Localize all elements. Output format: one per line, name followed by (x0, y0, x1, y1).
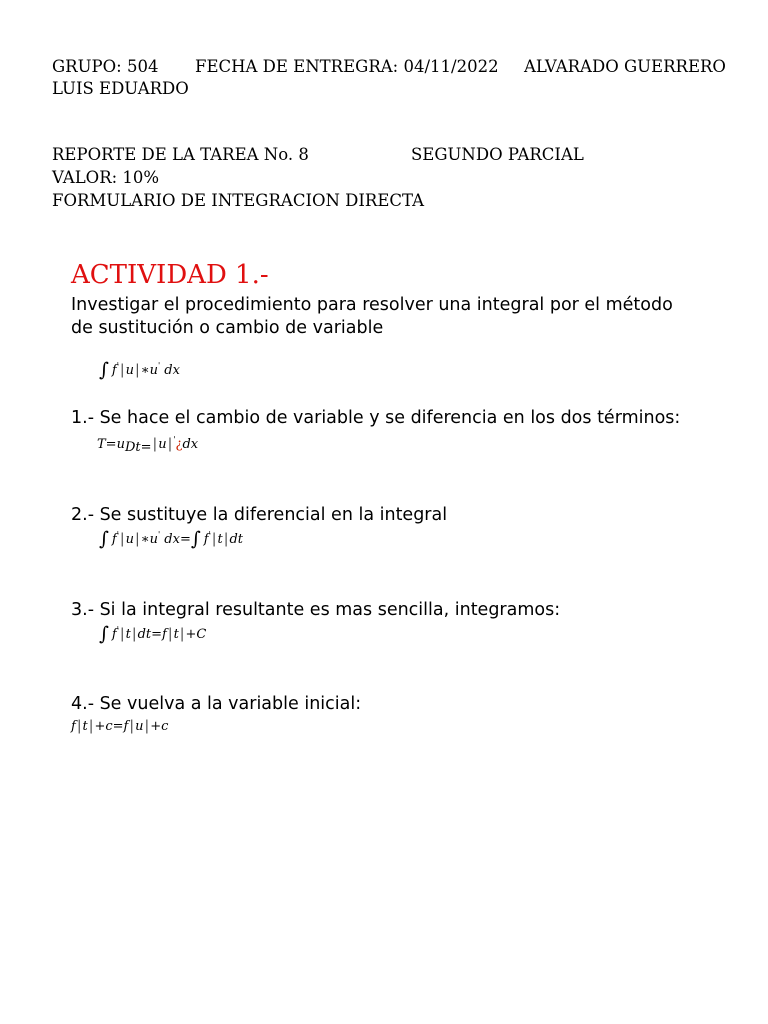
fn-f: f (203, 532, 209, 547)
header-grupo: GRUPO: 504 (52, 57, 159, 76)
var-t: t (125, 627, 131, 642)
header-reporte: REPORTE DE LA TAREA No. 8 (52, 145, 309, 164)
paren: | (135, 531, 140, 547)
paren: | (144, 718, 150, 734)
step-4-text: 4.- Se vuelva a la variable inicial: (71, 694, 362, 714)
plus-c-equals-f: +c=f (94, 719, 129, 734)
step-1-text: 1.- Se hace el cambio de variable y se diferencia en los dos términos: (71, 408, 681, 428)
step-2-text: 2.- Se sustituye la diferencial en la integral (71, 505, 448, 525)
paren: | (223, 531, 229, 547)
prime-mark: ' (173, 435, 176, 444)
var-u: u (125, 363, 135, 378)
header-nombre: LUIS EDUARDO (52, 79, 189, 98)
header-formulario: FORMULARIO DE INTEGRACION DIRECTA (52, 191, 425, 210)
integral-sign: ∫ (99, 359, 109, 381)
step-3-text: 3.- Si la integral resultante es mas sencilla, integramos: (71, 600, 561, 620)
dt-equals: Dt= (124, 440, 152, 455)
render-error-mark: ¿ (175, 437, 183, 452)
formula-integration (99, 622, 206, 646)
activity-intro-line1: Investigar el procedimiento para resolver una integral por el método (71, 295, 673, 315)
plus-c: +c (150, 719, 169, 734)
plus-c: +C (185, 627, 207, 642)
times-u: ∗u (140, 363, 158, 378)
header-valor: VALOR: 10% (52, 168, 160, 187)
prime-mark: ' (208, 530, 211, 539)
var-u: u (158, 437, 167, 452)
formula-change-variable (97, 434, 198, 456)
paren: | (152, 436, 158, 452)
paren: | (129, 718, 135, 734)
var-u: u (135, 719, 144, 734)
dt: dt (229, 532, 243, 547)
paren: | (76, 718, 82, 734)
prime-mark: ' (157, 361, 161, 370)
paren: | (135, 362, 140, 378)
paren: | (88, 718, 94, 734)
var-u: u (125, 532, 135, 547)
fn-f: f (111, 532, 117, 547)
paren: | (119, 626, 125, 642)
dx: dx (182, 437, 199, 452)
dt-equals-f: dt=f (137, 627, 167, 642)
var-t: t (173, 627, 179, 642)
integral-sign: ∫ (190, 528, 201, 550)
activity-title: ACTIVIDAD 1.- (71, 260, 269, 290)
times-u: ∗u (140, 532, 158, 547)
header-fecha: FECHA DE ENTREGRA: 04/11/2022 (195, 57, 499, 76)
fn-f: f (111, 363, 117, 378)
prime-mark: ' (157, 530, 161, 539)
var-t: t (217, 532, 223, 547)
paren: | (131, 626, 137, 642)
integral-sign: ∫ (99, 623, 109, 645)
header-apellidos: ALVARADO GUERRERO (524, 57, 726, 76)
integral-sign: ∫ (99, 528, 109, 550)
header-parcial: SEGUNDO PARCIAL (411, 145, 584, 164)
prime-mark: ' (116, 530, 119, 539)
t-equals-u: T=u (97, 437, 125, 452)
fn-f: f (71, 719, 76, 734)
paren: | (119, 531, 125, 547)
var-t: t (82, 719, 88, 734)
activity-intro-line2: de sustitución o cambio de variable (71, 318, 384, 338)
paren: | (167, 626, 173, 642)
prime-mark: ' (116, 361, 119, 370)
paren: | (179, 626, 185, 642)
dx-equals: dx= (164, 532, 191, 547)
formula-back-substitution (71, 716, 168, 737)
paren: | (119, 362, 125, 378)
paren: | (211, 531, 217, 547)
formula-integral-original (99, 358, 180, 382)
formula-substitution (99, 527, 243, 551)
fn-f: f (111, 627, 117, 642)
dx: dx (164, 363, 180, 378)
paren: | (167, 436, 173, 452)
prime-mark: ' (116, 625, 119, 634)
